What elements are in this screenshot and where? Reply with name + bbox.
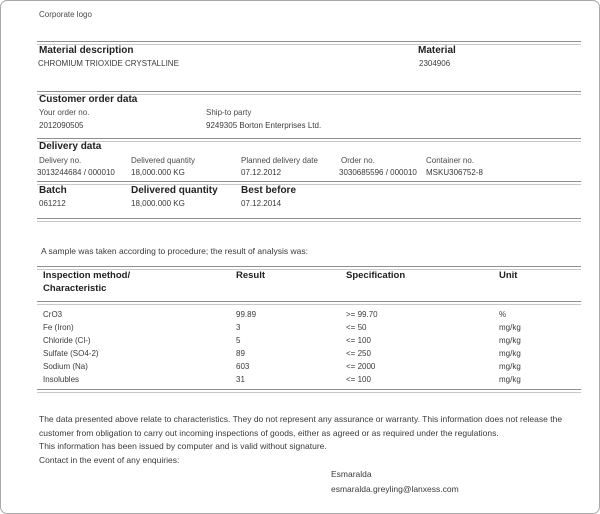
row-method: Fe (Iron) [43, 323, 74, 332]
delivered-qty-value: 18,000.000 KG [131, 168, 185, 177]
row-spec: <= 50 [346, 323, 367, 332]
container-no-value: MSKU306752-8 [426, 168, 483, 177]
container-no-label: Container no. [426, 156, 475, 165]
col-result: Result [236, 270, 266, 281]
divider [37, 181, 581, 185]
divider [37, 389, 581, 393]
row-spec: >= 99.70 [346, 310, 378, 319]
delivery-no-label: Delivery no. [39, 156, 82, 165]
best-before-label: Best before [241, 185, 297, 196]
contact-email: esmaralda.greyling@lanxess.com [331, 484, 459, 494]
best-before-value: 07.12.2014 [241, 199, 282, 208]
row-method: Insolubles [43, 375, 80, 384]
col-method-line2: Characteristic [43, 283, 107, 294]
material-label: Material [418, 45, 456, 56]
divider [37, 218, 581, 222]
sample-note: A sample was taken according to procedure; the result of analysis was: [41, 246, 308, 256]
batch-qty-label: Delivered quantity [131, 185, 218, 196]
contact-note: Contact in the event of any enquiries: [39, 455, 180, 465]
material-description-title: Material description [39, 45, 134, 56]
row-method: Sulfate (SO4-2) [43, 349, 99, 358]
material-description-value: CHROMIUM TRIOXIDE CRYSTALLINE [38, 59, 179, 68]
divider [37, 138, 581, 142]
order-no-value: 3030685596 / 000010 [339, 168, 417, 177]
row-unit: mg/kg [499, 362, 521, 371]
computer-issued-note: This information has been issued by computer and is valid without signature. [39, 441, 327, 451]
divider [37, 301, 581, 305]
planned-date-label: Planned delivery date [241, 156, 318, 165]
row-method: Chloride (Cl-) [43, 336, 91, 345]
disclaimer-text: The data presented above relate to characteristics. They do not represent any assurance or warranty. This information does not release the customer from obligation to carry out incoming inspections of goods, either as agreed or as required under the regulations. [39, 414, 563, 438]
row-spec: <= 100 [346, 375, 371, 384]
row-result: 603 [236, 362, 250, 371]
col-specification: Specification [346, 270, 406, 281]
row-spec: <= 100 [346, 336, 371, 345]
row-spec: <= 250 [346, 349, 371, 358]
row-result: 5 [236, 336, 241, 345]
row-spec: <= 2000 [346, 362, 376, 371]
delivery-no-value: 3013244684 / 000010 [37, 168, 115, 177]
your-order-no-label: Your order no. [39, 108, 90, 117]
row-result: 89 [236, 349, 245, 358]
batch-value: 061212 [39, 199, 66, 208]
row-result: 99.89 [236, 310, 257, 319]
col-method-line1: Inspection method/ [43, 270, 131, 281]
row-method: Sodium (Na) [43, 362, 88, 371]
row-result: 3 [236, 323, 241, 332]
row-method: CrO3 [43, 310, 63, 319]
row-unit: % [499, 310, 507, 319]
your-order-no-value: 2012090505 [39, 121, 84, 130]
row-unit: mg/kg [499, 375, 521, 384]
batch-qty-value: 18,000.000 KG [131, 199, 185, 208]
row-unit: mg/kg [499, 323, 521, 332]
row-unit: mg/kg [499, 336, 521, 345]
planned-date-value: 07.12.2012 [241, 168, 282, 177]
order-no-label: Order no. [341, 156, 375, 165]
col-unit: Unit [499, 270, 518, 281]
row-result: 31 [236, 375, 245, 384]
corporate-logo: Corporate logo [39, 10, 92, 19]
delivery-data-title: Delivery data [39, 141, 102, 152]
delivered-qty-label: Delivered quantity [131, 156, 196, 165]
material-number: 2304906 [419, 59, 451, 68]
batch-label: Batch [39, 185, 67, 196]
row-unit: mg/kg [499, 349, 521, 358]
ship-to-party-value: 9249305 Borton Enterprises Ltd. [206, 121, 322, 130]
contact-name: Esmaralda [331, 469, 372, 479]
ship-to-party-label: Ship-to party [206, 108, 252, 117]
customer-order-title: Customer order data [39, 94, 138, 105]
